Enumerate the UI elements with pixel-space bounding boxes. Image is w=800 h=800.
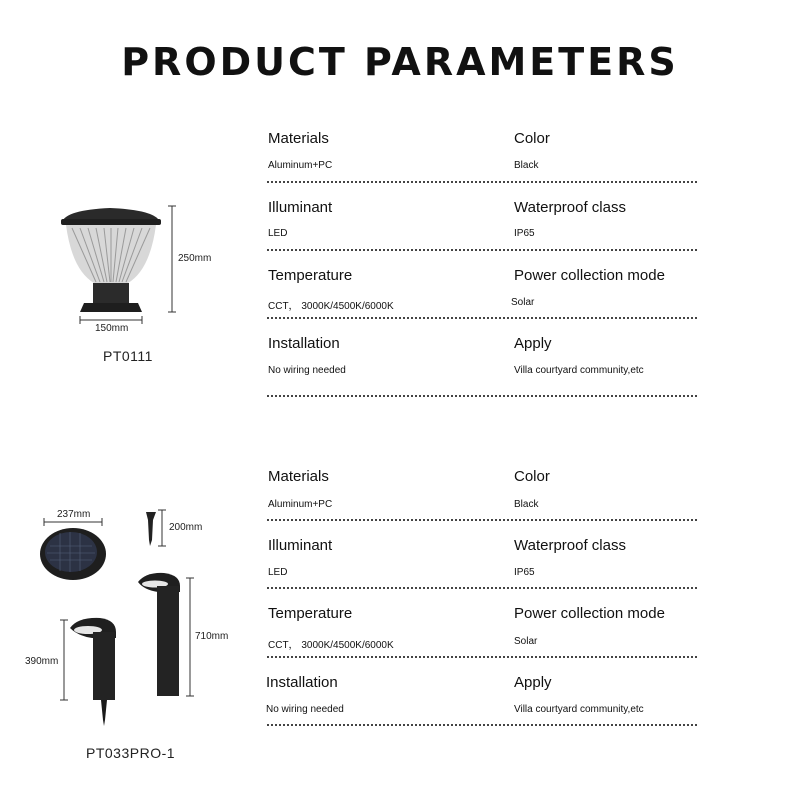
temperature-label: Temperature — [268, 605, 353, 622]
illuminant-value: LED — [268, 567, 288, 578]
power-mode-label: Power collection mode — [514, 605, 665, 622]
waterproof-label: Waterproof class — [514, 537, 626, 554]
row-divider — [267, 395, 697, 397]
pt033-tall-light-image — [138, 573, 180, 696]
row-divider — [267, 249, 697, 251]
pt0111-model-label: PT0111 — [103, 348, 153, 364]
temperature-value: CCT， 3000K/4500K/6000K — [268, 301, 394, 312]
color-label: Color — [514, 130, 550, 147]
row-divider — [267, 519, 697, 521]
pt033-short-light-image — [70, 618, 116, 726]
color-label: Color — [514, 468, 550, 485]
row-divider — [267, 656, 697, 658]
pt033-tall-dimension: 710mm — [195, 631, 229, 642]
page-title: PRODUCT PARAMETERS — [121, 40, 679, 84]
installation-label: Installation — [268, 335, 340, 352]
pt033-solar-panel-image — [40, 528, 106, 580]
pt033-tall-dimension-line — [186, 578, 194, 696]
temperature-label: Temperature — [268, 267, 353, 284]
materials-value: Aluminum+PC — [268, 160, 333, 171]
pt033-short-dimension: 390mm — [25, 656, 59, 667]
pt033-spike-dimension: 200mm — [169, 522, 203, 533]
pt033-model-label: PT033PRO-1 — [86, 745, 176, 761]
pt033-panel-dimension: 237mm — [57, 509, 91, 520]
installation-value: No wiring needed — [266, 704, 344, 715]
temperature-value: CCT， 3000K/4500K/6000K — [268, 640, 394, 651]
installation-value: No wiring needed — [268, 365, 346, 376]
power-mode-label: Power collection mode — [514, 267, 665, 284]
materials-label: Materials — [268, 468, 329, 485]
pt033-spike-dimension-line — [158, 510, 166, 546]
color-value: Black — [514, 499, 539, 510]
row-divider — [267, 181, 697, 183]
row-divider — [267, 724, 697, 726]
apply-value: Villa courtyard community,etc — [514, 365, 644, 376]
color-value: Black — [514, 160, 539, 171]
power-mode-value: Solar — [514, 636, 538, 647]
pt033-ground-spike-image — [146, 512, 156, 546]
waterproof-value: IP65 — [514, 567, 535, 578]
illuminant-label: Illuminant — [268, 537, 333, 554]
installation-label: Installation — [266, 674, 338, 691]
apply-label: Apply — [514, 335, 552, 352]
pt0111-height-dimension: 250mm — [178, 253, 212, 264]
pt0111-width-dimension: 150mm — [95, 323, 129, 334]
row-divider — [267, 587, 697, 589]
pt033-short-dimension-line — [60, 620, 68, 700]
apply-value: Villa courtyard community,etc — [514, 704, 644, 715]
power-mode-value: Solar — [511, 297, 535, 308]
illuminant-value: LED — [268, 228, 288, 239]
materials-value: Aluminum+PC — [268, 499, 333, 510]
apply-label: Apply — [514, 674, 552, 691]
materials-label: Materials — [268, 130, 329, 147]
row-divider — [267, 317, 697, 319]
waterproof-label: Waterproof class — [514, 199, 626, 216]
illuminant-label: Illuminant — [268, 199, 333, 216]
pt0111-lamp-image — [61, 208, 161, 312]
waterproof-value: IP65 — [514, 228, 535, 239]
